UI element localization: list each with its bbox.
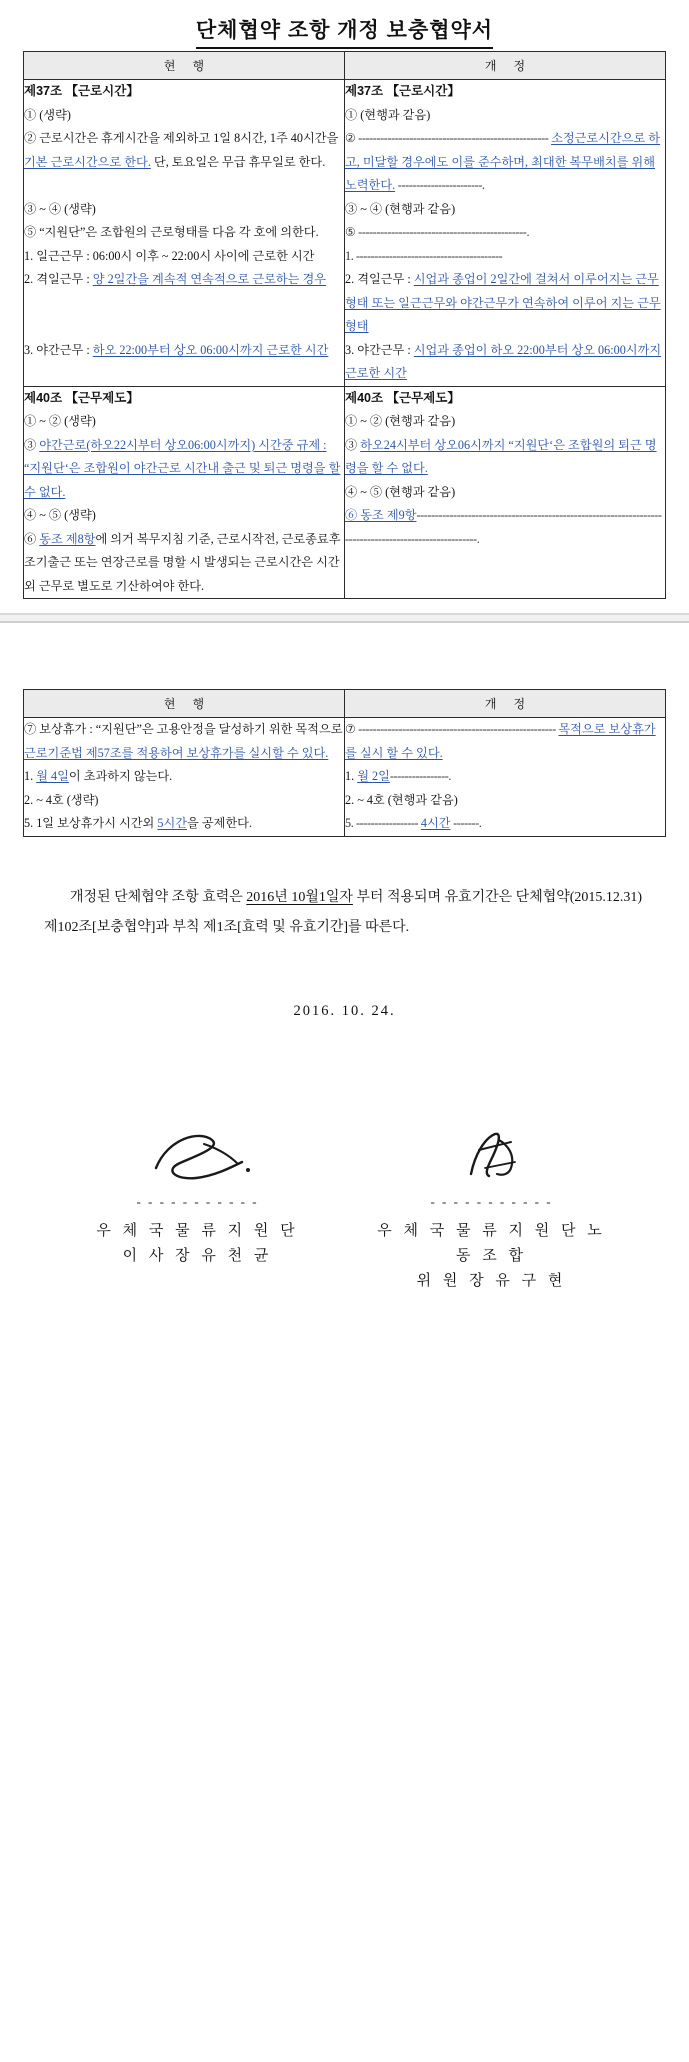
plain-text: 이 초과하지 않는다.	[68, 769, 173, 783]
clause-text: ③ ~ ④ (현행과 같음)	[345, 201, 456, 216]
signature-rule-employer: - - - - - - - - - - -	[136, 1193, 259, 1209]
document-page-1	[0, 0, 689, 599]
spacer-line	[24, 292, 344, 316]
cell-current	[24, 718, 345, 837]
clause-text: ① (현행과 같음)	[345, 107, 431, 122]
cell-revised	[345, 386, 666, 599]
page-title	[0, 0, 689, 51]
column-header-current: 현 행	[24, 52, 345, 80]
signature-employer	[82, 1120, 314, 1294]
clause-text	[345, 245, 665, 269]
signature-org-employer: 우 체 국 물 류 지 원 단	[96, 1222, 299, 1239]
unchanged-dashes: 5. -----------------	[345, 816, 421, 830]
article-heading: 제37조 【근로시간】	[345, 84, 460, 98]
handwritten-signature-icon	[437, 1124, 547, 1194]
page-separator	[0, 599, 689, 643]
inserted-text: 하오24시부터 상오06시까지 “지원단‘은 조합원의 퇴근 명령을 할 수 없다.	[345, 437, 657, 475]
clause-text: 1. 일근근무 : 06:00시 이후 ~ 22:00시 사이에 근로한 시간	[24, 248, 315, 263]
clause-text: ① ~ ② (현행과 같음)	[345, 414, 456, 428]
column-header-revised: 개 정	[345, 52, 666, 80]
inserted-text: 근로기준법 제57조를 적용하여 보상휴가를 실시할 수 있다.	[24, 745, 329, 760]
inserted-text: 야간근로(하오22시부터 상오06:00시까지) 시간중 규제 : “지원단‘은 조합원이 야간근로 시간내 출근 및 퇴근 명령을 할 수 없다.	[24, 437, 341, 499]
clause-text	[345, 718, 665, 765]
spacer-line	[24, 315, 344, 339]
inserted-text: 5시간	[157, 816, 188, 830]
clause-text: 2. ~ 4호 (현행과 같음)	[345, 792, 458, 807]
clause-text	[345, 434, 665, 481]
clause-text: ④ ~ ⑤ (현행과 같음)	[345, 484, 456, 499]
signature-union	[376, 1120, 608, 1294]
table-header-row	[24, 52, 666, 80]
clause-text: ⑤ “지원단”은 조합원의 근로형태를 다음 각 호에 의한다.	[24, 225, 319, 239]
closing-rest: 부터 적용되며 유효기간은 단체협약(2015.12.31) 제102조[보충협약]과 부칙 제1조[효력 및 유효기간]를 따른다.	[44, 889, 643, 935]
comparison-table-1-body	[24, 80, 666, 599]
handwritten-signature-icon	[138, 1124, 258, 1194]
unchanged-dashes: 1. ----------------------------------------	[345, 248, 503, 263]
plain-text: 2. 격일근무 :	[24, 272, 93, 286]
cell-current	[24, 80, 345, 387]
unchanged-dashes: ⑦ ------------------------------------------------------	[345, 722, 559, 736]
unchanged-dashes: -------.	[450, 816, 482, 830]
signature-block	[0, 1120, 689, 1294]
inserted-text: 양 2일간을 계속적 연속적으로 근로하는 경우	[92, 272, 327, 286]
signature-mark-union	[376, 1120, 608, 1194]
clause-text	[24, 718, 344, 765]
clause-text	[24, 434, 344, 505]
cell-revised	[345, 80, 666, 387]
inserted-text: 4시간	[420, 816, 451, 830]
clause-text	[24, 812, 344, 836]
effective-date: 2016년 10월1일자	[246, 889, 353, 905]
clause-text	[24, 268, 344, 292]
unchanged-dashes: -------------------------------------------------------------------------------------------------------.	[345, 508, 662, 546]
inserted-text: 시업과 종업이 2일간에 걸쳐서 이루어지는 근무형태 또는 일근근무와 야간근무가 연속하여 이루어 지는 근무형태	[345, 272, 661, 333]
plain-text: ② 근로시간은 휴게시간을 제외하고 1일 8시간, 1주 40시간을	[24, 131, 339, 145]
plain-text: ⑥	[24, 531, 40, 546]
comparison-table-1	[23, 51, 666, 599]
column-header-current: 현 행	[24, 690, 345, 718]
comparison-table-2-body	[24, 718, 666, 837]
closing-paragraph	[0, 883, 689, 943]
clause-text	[345, 221, 665, 245]
inserted-text: 목적으로 보상휴가를 실시 할 수 있다.	[345, 722, 656, 760]
inserted-text: 동조 제8항	[39, 531, 96, 546]
clause-text	[24, 765, 344, 789]
signature-role-union: 위 원 장 유 구 현	[416, 1272, 567, 1289]
clause-text: ① (생략)	[24, 107, 71, 122]
inserted-text: 시업과 종업이 하오 22:00부터 상오 06:00시까지 근로한 시간	[345, 342, 662, 380]
cell-revised	[345, 718, 666, 837]
clause-text: ① ~ ② (생략)	[24, 414, 96, 428]
clause-text	[24, 339, 344, 363]
unchanged-dashes: ----------------.	[389, 769, 452, 783]
clause-text	[345, 812, 665, 836]
plain-text: ③	[345, 437, 361, 452]
document-page-2	[0, 643, 689, 1294]
clause-text	[24, 127, 344, 174]
unchanged-dashes: -----------------------.	[395, 178, 485, 192]
article-heading: 제40조 【근무제도】	[24, 390, 139, 405]
clause-text: ③ ~ ④ (생략)	[24, 201, 96, 216]
table-row	[24, 80, 666, 387]
table-header-row	[24, 690, 666, 718]
clause-text	[24, 528, 344, 599]
inserted-text: 월 4일	[36, 769, 69, 783]
signature-mark-employer	[82, 1120, 314, 1194]
clause-text: ④ ~ ⑤ (생략)	[24, 508, 96, 522]
plain-text: 1.	[345, 769, 358, 783]
signing-date: 2016. 10. 24.	[293, 1002, 396, 1019]
plain-text: 3. 야간근무 :	[345, 342, 414, 357]
column-header-revised: 개 정	[345, 690, 666, 718]
clause-text	[345, 504, 665, 551]
unchanged-dashes: ⑤ ----------------------------------------------.	[345, 225, 530, 239]
page-title-text: 단체협약 조항 개정 보충협약서	[196, 14, 493, 49]
plain-text: 3. 야간근무 :	[24, 342, 93, 357]
plain-text: ③	[24, 437, 40, 452]
plain-text: 5. 1일 보상휴가시 시간외	[24, 816, 158, 830]
plain-text: 1.	[24, 769, 37, 783]
unchanged-dashes: ② ----------------------------------------------------	[345, 131, 552, 145]
spacer-line	[24, 174, 344, 198]
inserted-text: 기본 근로시간으로 한다.	[24, 154, 151, 169]
clause-text	[345, 765, 665, 789]
plain-text: 을 공제한다.	[187, 816, 252, 830]
cell-current	[24, 386, 345, 599]
plain-text: ⑦ 보상휴가 : “지원단”은 고용안정을 달성하기 위한 목적으로	[24, 722, 343, 736]
signature-role-employer: 이 사 장 유 천 균	[122, 1247, 273, 1264]
clause-text	[345, 127, 665, 198]
plain-text: 단, 토요일은 무급 휴무일로 한다.	[150, 154, 326, 169]
clause-text	[345, 339, 665, 386]
signature-org-union: 우 체 국 물 류 지 원 단 노 동 조 합	[377, 1222, 606, 1264]
table-row	[24, 718, 666, 837]
signature-rule-union: - - - - - - - - - - -	[430, 1193, 553, 1209]
closing-lead: 개정된 단체협약 조항 효력은	[70, 889, 247, 905]
inserted-text: 소정근로시간으로 하고, 미달할 경우에도 이를 준수하며, 최대한 복무배치를 위해 노력한다.	[345, 131, 661, 192]
inserted-text: 하오 22:00부터 상오 06:00시까지 근로한 시간	[92, 342, 329, 357]
comparison-table-2	[23, 689, 666, 837]
plain-text: 에 의거 복무지침 기준, 근로시작전, 근로종료후 조기출근 또는 연장근로를 명할 시 발생되는 근로시간은 시간외 근무로 별도로 기산하여야 한다.	[24, 531, 341, 593]
plain-text: 2. 격일근무 :	[345, 272, 414, 286]
inserted-text: 월 2일	[357, 769, 390, 783]
clause-text	[345, 268, 665, 339]
inserted-text: ⑥ 동조 제9항	[345, 508, 417, 522]
clause-text: 2. ~ 4호 (생략)	[24, 792, 99, 807]
table-row	[24, 386, 666, 599]
article-heading: 제40조 【근무제도】	[345, 390, 460, 405]
article-heading: 제37조 【근로시간】	[24, 84, 139, 98]
